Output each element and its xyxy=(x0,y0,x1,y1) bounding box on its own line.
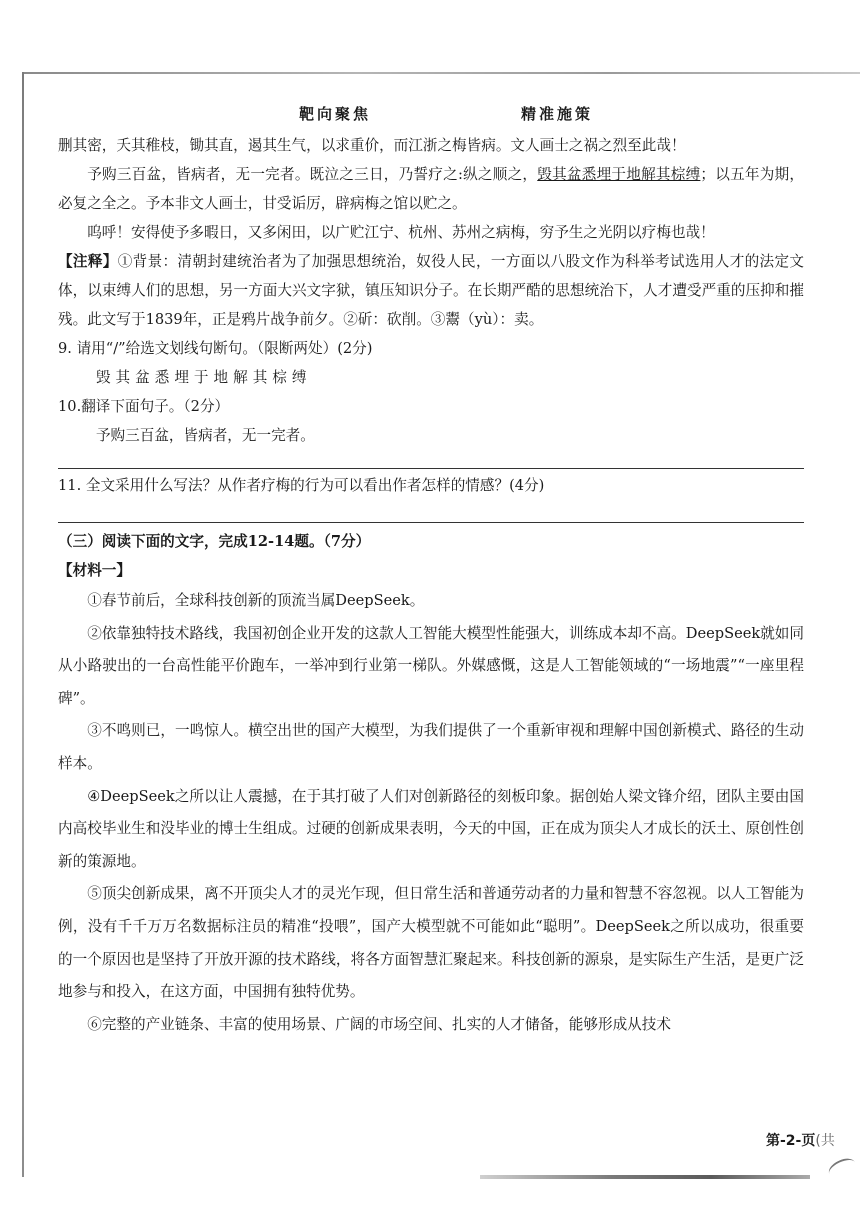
material-1-label: 【材料一】 xyxy=(58,562,131,579)
underlined-sentence: 毁其盆悉埋于地解其棕缚 xyxy=(537,166,701,183)
question-11-prompt: 11. 全文采用什么写法？从作者疗梅的行为可以看出作者怎样的情感？(4分) xyxy=(58,477,545,494)
passage-line-1: 删其密，夭其稚枝，锄其直，遏其生气，以求重价，而江浙之梅皆病。文人画士之祸之烈至此哉！ xyxy=(58,137,686,154)
material-paragraph-3: ③不鸣则已，一鸣惊人。横空出世的国产大模型，为我们提供了一个重新审视和理解中国创新模式、路径的生动样本。 xyxy=(58,722,804,772)
passage-paragraph-2: 予购三百盆，皆病者，无一完者。既泣之三日，乃誓疗之:纵之顺之，毁其盆悉埋于地解其棕缚；以五年为期，必复之全之。予本非文人画士，甘受诟厉，辟病梅之馆以贮之。 xyxy=(58,166,804,212)
page-curl-mark xyxy=(826,1155,858,1181)
material-paragraph-2: ②依靠独特技术路线，我国初创企业开发的这款人工智能大模型性能强大，训练成本却不高。DeepSeek就如同从小路驶出的一台高性能平价跑车，一举冲到行业第一梯队。外媒感慨，这是人工智能领域的“一场地震”“一座里程碑”。 xyxy=(58,624,804,707)
passage-paragraph-3: 呜呼！安得使予多暇日，又多闲田，以广贮江宁、杭州、苏州之病梅，穷予生之光阴以疗梅也哉！ xyxy=(87,224,715,241)
question-9-sentence: 毁其盆悉埋于地解其棕缚 xyxy=(95,369,312,386)
annotation-label: 【注释】 xyxy=(58,253,118,270)
page-number: 第-2-页 xyxy=(766,1133,816,1149)
page-header xyxy=(88,100,804,129)
material-paragraph-4: ④DeepSeek之所以让人震撼，在于其打破了人们对创新路径的刻板印象。据创始人梁文锋介绍，团队主要由国内高校毕业生和没毕业的博士生组成。过硬的创新成果表明，今天的中国，正在成为顶尖人才成长的沃土、原创性创新的策源地。 xyxy=(58,787,804,870)
annotation-text: ①背景：清朝封建统治者为了加强思想统治，奴役人民，一方面以八股文作为科举考试选用人才的法定文体，以束缚人们的思想，另一方面大兴文字狱，镇压知识分子。在长期严酷的思想统治下，人才遭受严重的压抑和摧残。此文写于1839年，正是鸦片战争前夕。②斫：砍削。③鬻（yù）：卖。 xyxy=(58,253,804,328)
answer-line-11 xyxy=(58,522,804,523)
material-paragraph-6: ⑥完整的产业链条、丰富的使用场景、广阔的市场空间、扎实的人才储备，能够形成从技术 xyxy=(87,1015,671,1033)
annotation xyxy=(58,247,804,334)
section-3-title: （三）阅读下面的文字，完成12-14题。（7分） xyxy=(58,533,371,550)
material-paragraph-1: ①春节前后，全球科技创新的顶流当属DeepSeek。 xyxy=(87,592,425,609)
header-right: 精准施策 xyxy=(521,105,594,123)
scan-edge-left xyxy=(22,72,24,1177)
page-number-trail: (共 xyxy=(815,1133,835,1149)
page-footer xyxy=(766,1130,835,1150)
scan-edge-top xyxy=(22,72,860,74)
material-paragraph-5: ⑤顶尖创新成果，离不开顶尖人才的灵光乍现，但日常生活和普通劳动者的力量和智慧不容忽视。以人工智能为例，没有千千万万名数据标注员的精准“投喂”，国产大模型就不可能如此“聪明”。DeepSeek之所以成功，很重要的一个原因也是坚持了开放开源的技术路线，将各方面智慧汇聚起来。科技创新的源泉，是实际生产生活，是更广泛地参与和投入，在这方面，中国拥有独特优势。 xyxy=(58,885,804,1001)
header-left: 靶向聚焦 xyxy=(298,105,371,123)
question-9-prompt: 9. 请用“/”给选文划线句断句。（限断两处）(2分) xyxy=(58,340,373,357)
scan-edge-bottom xyxy=(480,1175,810,1179)
answer-line-10 xyxy=(58,468,804,469)
question-10-prompt: 10.翻译下面句子。（2分） xyxy=(58,398,230,415)
question-10-sentence: 予购三百盆，皆病者，无一完者。 xyxy=(95,427,315,444)
document-page xyxy=(58,100,804,1041)
